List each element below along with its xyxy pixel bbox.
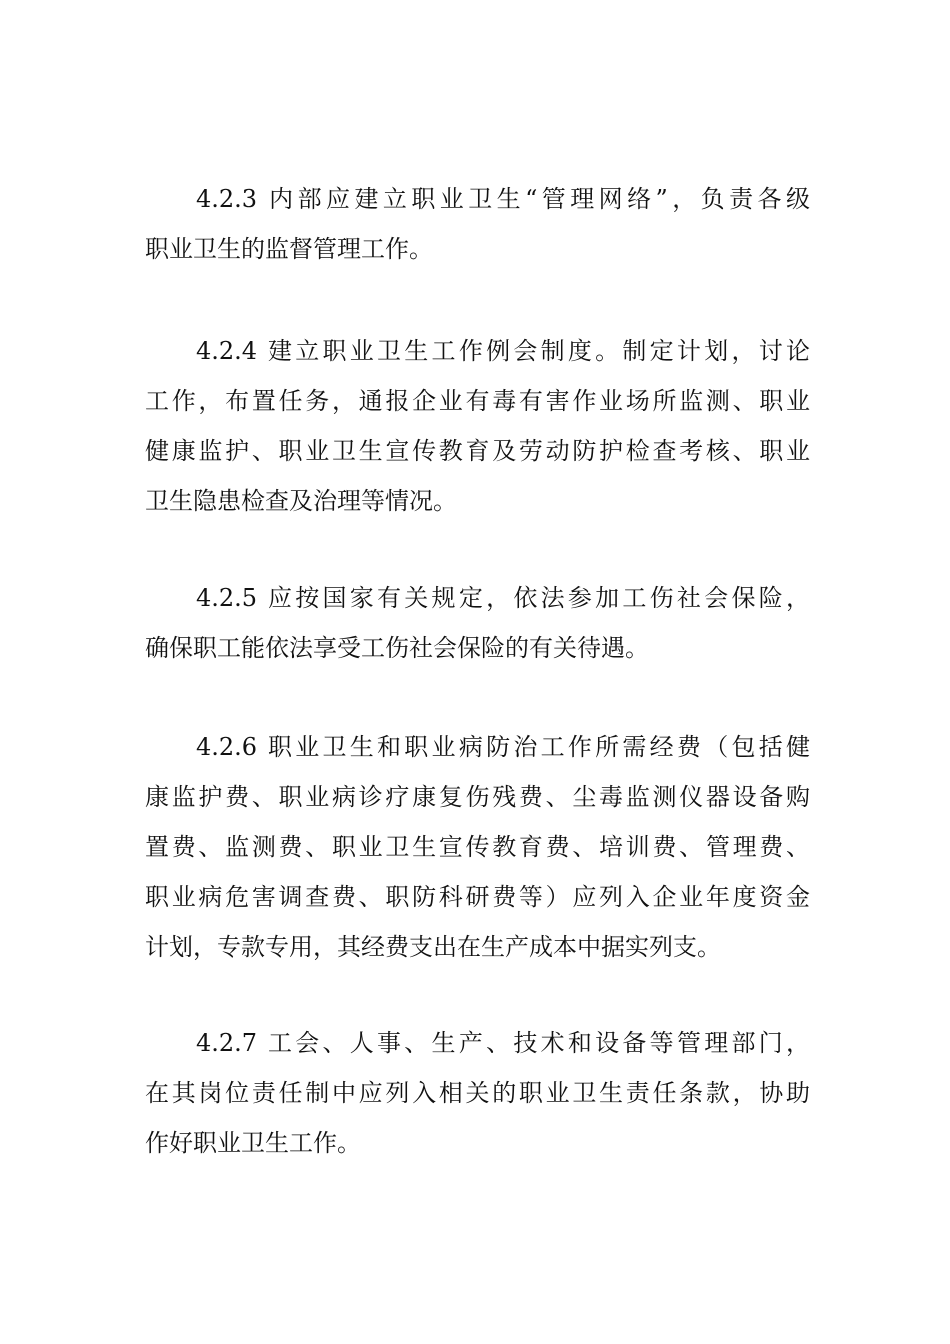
paragraph-line: 康监护费、职业病诊疗康复伤残费、尘毒监测仪器设备购 (145, 783, 810, 811)
paragraph-line: 4.2.7 工会、人事、生产、技术和设备等管理部门， (196, 1029, 810, 1057)
paragraph-line: 4.2.6 职业卫生和职业病防治工作所需经费（包括健 (196, 733, 810, 761)
paragraph-line: 卫生隐患检查及治理等情况。 (145, 487, 457, 515)
paragraph-line: 工作，布置任务，通报企业有毒有害作业场所监测、职业 (145, 387, 810, 415)
paragraph-4-2-7 (145, 1018, 810, 1168)
paragraph-4-2-3 (145, 174, 810, 274)
paragraph-line: 4.2.4 建立职业卫生工作例会制度。制定计划，讨论 (196, 337, 810, 365)
paragraph-line: 置费、监测费、职业卫生宣传教育费、培训费、管理费、 (145, 833, 810, 861)
paragraph-line: 4.2.5 应按国家有关规定，依法参加工伤社会保险， (196, 584, 810, 612)
paragraph-line: 职业病危害调查费、职防科研费等）应列入企业年度资金 (145, 883, 810, 911)
paragraph-4-2-6 (145, 722, 810, 972)
paragraph-4-2-4 (145, 326, 810, 526)
paragraph-line: 作好职业卫生工作。 (145, 1129, 361, 1157)
paragraph-4-2-5 (145, 573, 810, 673)
paragraph-line: 确保职工能依法享受工伤社会保险的有关待遇。 (145, 634, 649, 662)
paragraph-line: 计划，专款专用，其经费支出在生产成本中据实列支。 (145, 933, 721, 961)
paragraph-line: 健康监护、职业卫生宣传教育及劳动防护检查考核、职业 (145, 437, 810, 465)
paragraph-line: 4.2.3 内部应建立职业卫生“管理网络”，负责各级 (196, 185, 810, 213)
paragraph-line: 职业卫生的监督管理工作。 (145, 235, 433, 263)
paragraph-line: 在其岗位责任制中应列入相关的职业卫生责任条款，协助 (145, 1079, 810, 1107)
